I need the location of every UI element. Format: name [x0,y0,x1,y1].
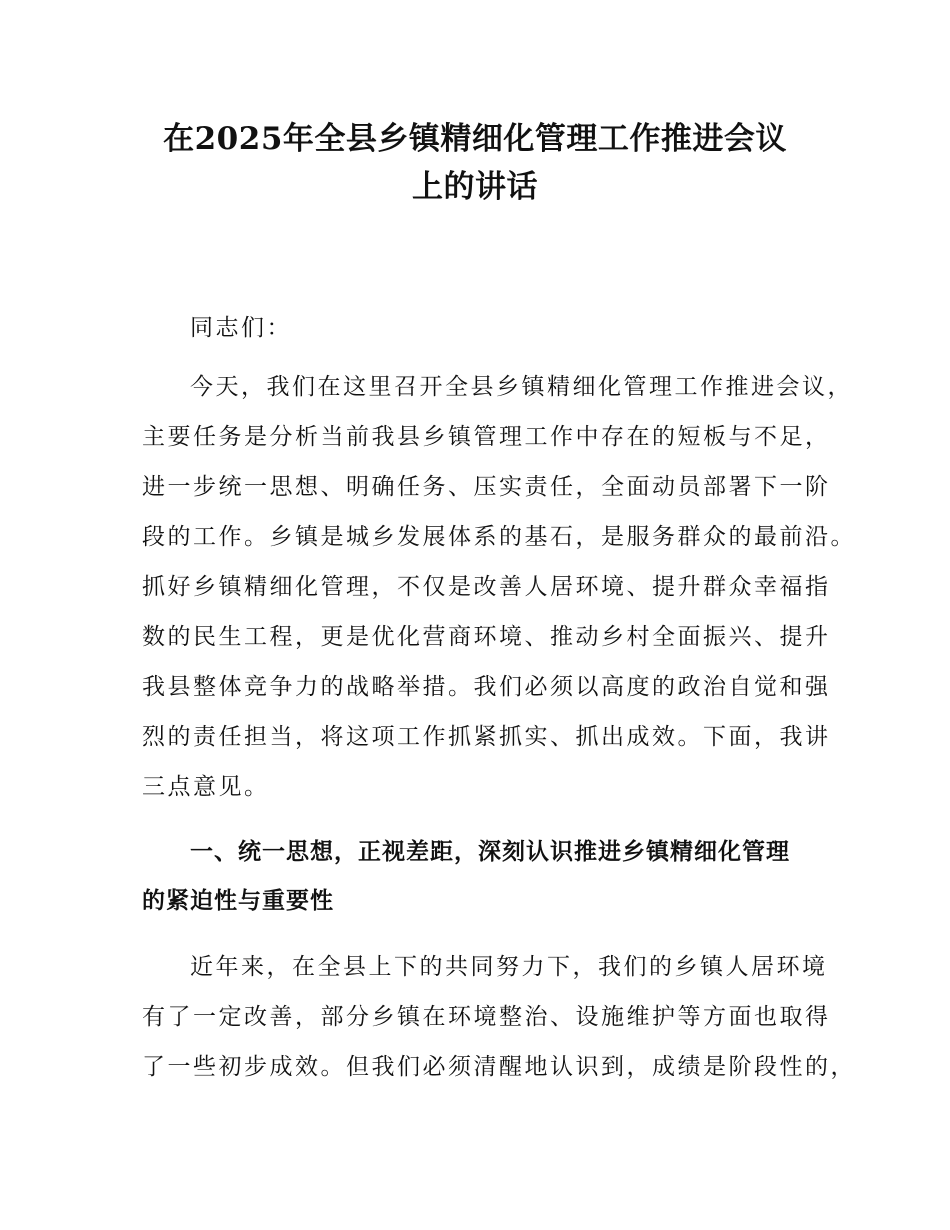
paragraph-1-line: 烈的责任担当，将这项工作抓紧抓实、抓出成效。下面，我讲 [142,724,831,750]
salutation: 同志们： [190,315,292,341]
paragraph-2-line: 近年来，在全县上下的共同努力下，我们的乡镇人居环境 [190,954,828,980]
section-heading-1-line: 的紧迫性与重要性 [142,888,334,914]
paragraph-2-line: 有了一定改善，部分乡镇在环境整治、设施维护等方面也取得 [142,1004,831,1030]
document-title-line-1: 在2025年全县乡镇精细化管理工作推进会议 [163,121,787,157]
paragraph-2-line: 了一些初步成效。但我们必须清醒地认识到，成绩是阶段性的， [142,1054,856,1080]
paragraph-1-line: 数的民生工程，更是优化营商环境、推动乡村全面振兴、提升 [142,624,831,650]
document-title-line-2: 上的讲话 [412,169,538,205]
section-heading-1-line: 一、统一思想，正视差距，深刻认识推进乡镇精细化管理 [190,839,790,865]
paragraph-1-line: 抓好乡镇精细化管理，不仅是改善人居环境、提升群众幸福指 [142,574,831,600]
paragraph-1-line: 段的工作。乡镇是城乡发展体系的基石，是服务群众的最前沿。 [142,524,856,550]
paragraph-1-line: 进一步统一思想、明确任务、压实责任，全面动员部署下一阶 [142,474,831,500]
paragraph-1-line: 今天，我们在这里召开全县乡镇精细化管理工作推进会议， [190,374,853,400]
paragraph-1-line: 我县整体竞争力的战略举措。我们必须以高度的政治自觉和强 [142,674,831,700]
paragraph-1-line: 三点意见。 [142,774,270,800]
paragraph-1-line: 主要任务是分析当前我县乡镇管理工作中存在的短板与不足， [142,424,831,450]
